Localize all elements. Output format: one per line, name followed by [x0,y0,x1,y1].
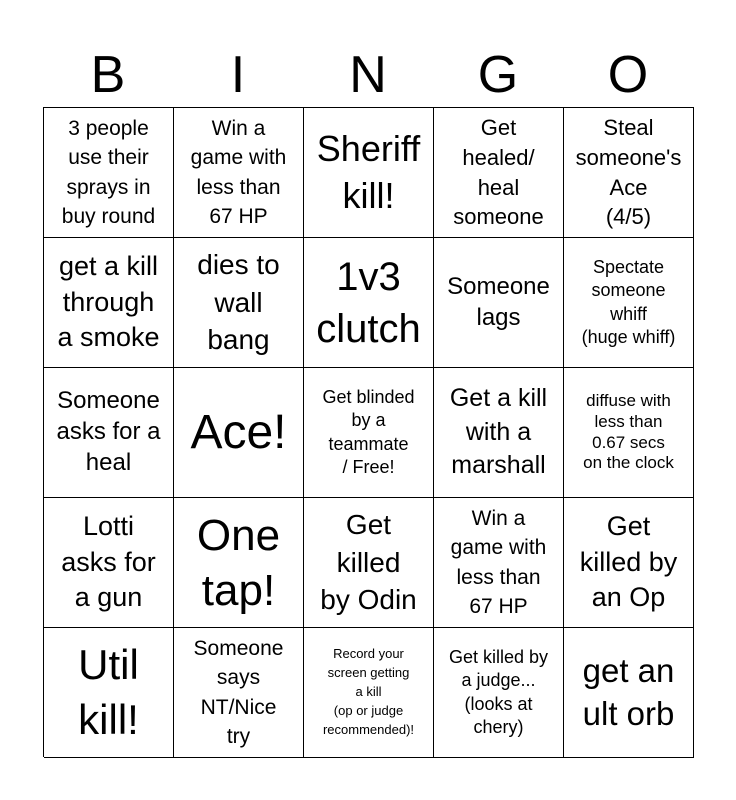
bingo-cell[interactable] [564,238,694,368]
bingo-header [43,44,693,106]
bingo-cell[interactable] [44,628,174,758]
bingo-cell[interactable] [174,108,304,238]
bingo-cell[interactable] [44,368,174,498]
bingo-cell[interactable] [304,368,434,498]
header-letter-g: G [477,46,519,104]
cell-text: Record your screen getting a kill (op or judge recommended)! [322,646,415,737]
bingo-cell[interactable] [434,498,564,628]
cell-text: Ace! [190,405,287,459]
cell-text: Lotti asks for a gun [61,511,156,613]
cell-text: Get killed by an Op [579,511,678,613]
bingo-cell[interactable] [44,498,174,628]
cell-text: Get healed/ heal someone [453,115,544,230]
cell-text: Someone asks for a heal [56,387,161,476]
cell-text: Win a game with less than 67 HP [190,116,287,228]
bingo-cell[interactable] [44,108,174,238]
cell-text: Get killed by a judge... (looks at chery) [448,647,549,737]
cell-text: Win a game with less than 67 HP [450,506,547,618]
bingo-cell[interactable] [174,498,304,628]
bingo-cell[interactable] [174,238,304,368]
header-letter-o: O [607,46,649,104]
bingo-cell[interactable] [174,368,304,498]
header-letter-i: I [230,46,246,104]
cell-text: get a kill through a smoke [57,251,160,353]
cell-text: Steal someone's Ace (4/5) [575,115,682,230]
bingo-cell[interactable] [304,498,434,628]
bingo-cell[interactable] [564,628,694,758]
bingo-cell[interactable] [434,368,564,498]
bingo-cell[interactable] [434,628,564,758]
header-letter-n: N [349,46,387,104]
bingo-cell[interactable] [304,628,434,758]
bingo-cell[interactable] [564,108,694,238]
bingo-cell[interactable] [174,628,304,758]
bingo-cell[interactable] [434,108,564,238]
cell-text: One tap! [196,510,281,615]
bingo-cell[interactable] [304,108,434,238]
bingo-board [43,107,694,757]
cell-text: Spectate someone whiff (huge whiff) [581,257,676,347]
cell-text: Get a kill with a marshall [449,383,548,480]
bingo-cell[interactable] [304,238,434,368]
cell-text: Sheriff kill! [316,127,421,216]
cell-text: Someone lags [447,272,550,331]
cell-text: 1v3 clutch [316,254,421,351]
header-letter-b: B [90,46,126,104]
cell-text: Util kill! [78,640,139,743]
bingo-cell[interactable] [434,238,564,368]
cell-text: Get killed by Odin [320,508,417,616]
cell-text: Someone says NT/Nice try [193,636,284,748]
cell-text: 3 people use their sprays in buy round [61,116,156,228]
cell-text: diffuse with less than 0.67 secs on the clock [583,390,674,473]
cell-text: dies to wall bang [197,248,280,356]
bingo-cell[interactable] [44,238,174,368]
bingo-cell[interactable] [564,368,694,498]
bingo-cell[interactable] [564,498,694,628]
cell-text: Get blinded by a teammate / Free! [322,387,415,477]
cell-text: get an ult orb [582,651,675,732]
